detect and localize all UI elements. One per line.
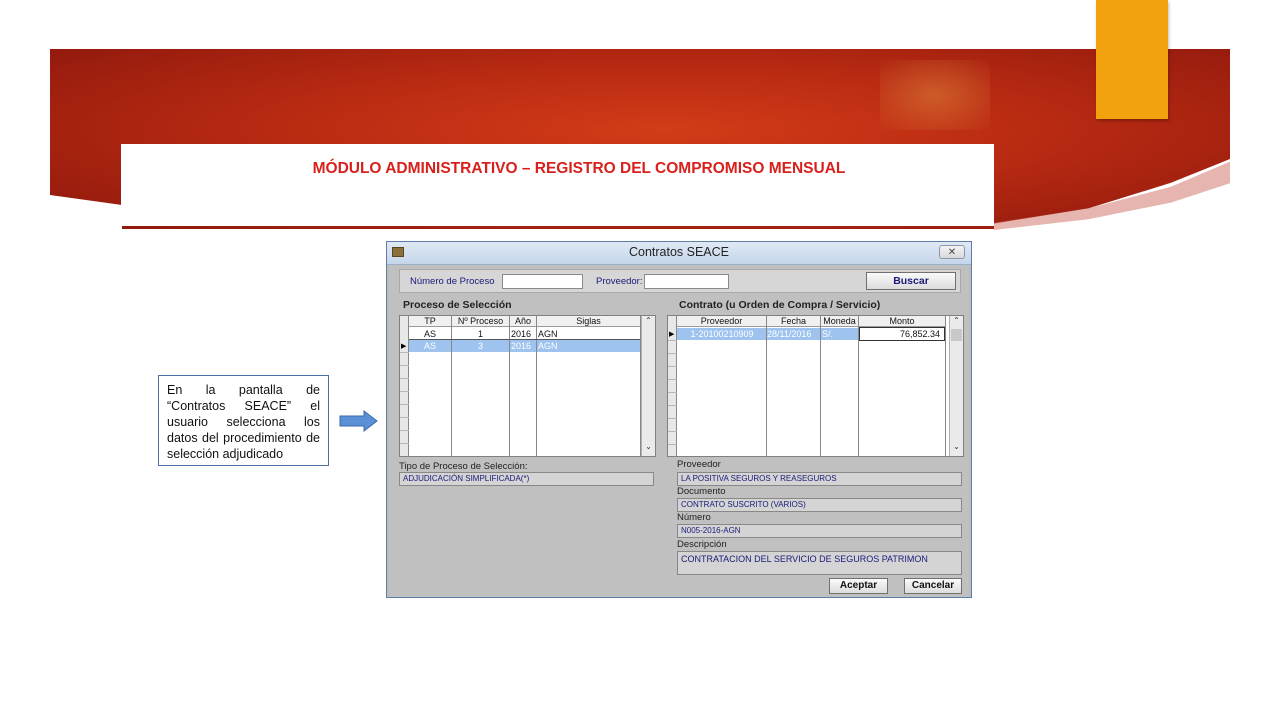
contratos-seace-window xyxy=(386,241,972,598)
row-indicator-column xyxy=(400,316,409,457)
documento-label: Documento xyxy=(677,486,726,497)
grid-line xyxy=(668,431,677,432)
grid-line xyxy=(668,353,677,354)
contract-grid xyxy=(667,315,964,457)
title-box xyxy=(121,144,994,226)
tipo-proceso-label: Tipo de Proceso de Selección: xyxy=(399,461,528,472)
cell-proceso: 1 xyxy=(477,329,483,339)
grid-line xyxy=(400,417,409,418)
window-title: Contratos SEACE xyxy=(628,245,730,259)
right-arrow-icon xyxy=(339,410,379,432)
grid-line xyxy=(400,378,409,379)
contract-section-title: Contrato (u Orden de Compra / Servicio) xyxy=(679,299,881,311)
cancel-button[interactable]: Cancelar xyxy=(904,578,962,594)
provider-label: Proveedor: xyxy=(596,276,643,287)
cell-fecha: 28/11/2016 xyxy=(767,329,812,339)
banner-glow xyxy=(880,60,990,130)
process-grid-scrollbar[interactable] xyxy=(641,316,655,456)
grid-line xyxy=(400,404,409,405)
grid-line xyxy=(668,379,677,380)
grid-line xyxy=(820,316,821,457)
grid-line xyxy=(668,392,677,393)
window-titlebar xyxy=(387,242,971,265)
column-header-fecha[interactable]: Fecha xyxy=(767,316,820,327)
grid-line xyxy=(945,316,946,457)
cell-anio: 2016 xyxy=(511,341,532,351)
descripcion-field: CONTRATACION DEL SERVICIO DE SEGUROS PATRIMON xyxy=(677,551,962,575)
column-header-proceso[interactable]: Nº Proceso xyxy=(452,316,509,327)
proveedor-field: LA POSITIVA SEGUROS Y REASEGUROS xyxy=(677,472,962,486)
grid-line xyxy=(400,443,409,444)
accept-button[interactable]: Aceptar xyxy=(829,578,888,594)
cell-tp: AS xyxy=(423,341,436,351)
numero-field: N005-2016-AGN xyxy=(677,524,962,538)
window-client xyxy=(389,265,969,597)
grid-line xyxy=(400,391,409,392)
scroll-down-icon[interactable]: ⌄ xyxy=(953,442,960,451)
numero-label: Número xyxy=(677,512,711,523)
grid-line xyxy=(509,316,510,457)
scroll-up-icon[interactable]: ⌃ xyxy=(645,316,652,325)
cell-proceso: 3 xyxy=(477,341,483,351)
scroll-up-icon[interactable]: ⌃ xyxy=(953,316,960,325)
documento-field: CONTRATO SUSCRITO (VARIOS) xyxy=(677,498,962,512)
process-grid xyxy=(399,315,656,457)
grid-line xyxy=(668,366,677,367)
cell-tp: AS xyxy=(423,329,436,339)
close-button[interactable]: ✕ xyxy=(939,245,965,259)
column-header-monto[interactable]: Monto xyxy=(859,316,945,327)
cell-monto-editor[interactable]: 76,852.34 xyxy=(859,327,945,341)
grid-line xyxy=(668,340,677,341)
cell-anio: 2016 xyxy=(511,329,532,339)
cell-moneda: S/. xyxy=(822,329,834,339)
cell-siglas: AGN xyxy=(538,329,558,339)
current-row-pointer-icon: ▶ xyxy=(669,331,675,338)
grid-line xyxy=(668,418,677,419)
grid-line xyxy=(400,365,409,366)
slide-title: MÓDULO ADMINISTRATIVO – REGISTRO DEL COMPROMISO MENSUAL xyxy=(312,160,846,177)
search-button[interactable]: Buscar xyxy=(866,272,956,290)
callout-text: En la pantalla de “Contratos SEACE” el usuario selecciona los datos del procedimiento de selección adjudicado xyxy=(158,375,329,466)
cell-siglas: AGN xyxy=(538,341,558,351)
process-section-title: Proceso de Selección xyxy=(403,299,512,311)
contract-grid-scrollbar[interactable] xyxy=(949,316,963,456)
grid-line xyxy=(400,352,409,353)
grid-line xyxy=(536,316,537,457)
grid-line xyxy=(400,430,409,431)
grid-line xyxy=(668,444,677,445)
descripcion-label: Descripción xyxy=(677,539,727,550)
column-header-anio[interactable]: Año xyxy=(510,316,536,327)
tipo-proceso-field: ADJUDICACIÓN SIMPLIFICADA(*) xyxy=(399,472,654,486)
column-header-moneda[interactable]: Moneda xyxy=(821,316,858,327)
column-header-tp[interactable]: TP xyxy=(409,316,451,327)
orange-tab xyxy=(1096,0,1168,119)
process-number-label: Número de Proceso xyxy=(410,276,495,287)
grid-line xyxy=(668,405,677,406)
current-row-pointer-icon: ▶ xyxy=(401,343,407,350)
scroll-down-icon[interactable]: ⌄ xyxy=(645,442,652,451)
column-header-siglas[interactable]: Siglas xyxy=(537,316,640,327)
provider-input[interactable] xyxy=(644,274,729,289)
search-bar xyxy=(399,269,961,293)
scroll-thumb[interactable] xyxy=(951,329,962,341)
proveedor-label: Proveedor xyxy=(677,459,721,470)
process-number-input[interactable] xyxy=(502,274,583,289)
cell-proveedor: 1-20100210909 xyxy=(690,329,754,339)
column-header-proveedor[interactable]: Proveedor xyxy=(677,316,766,327)
